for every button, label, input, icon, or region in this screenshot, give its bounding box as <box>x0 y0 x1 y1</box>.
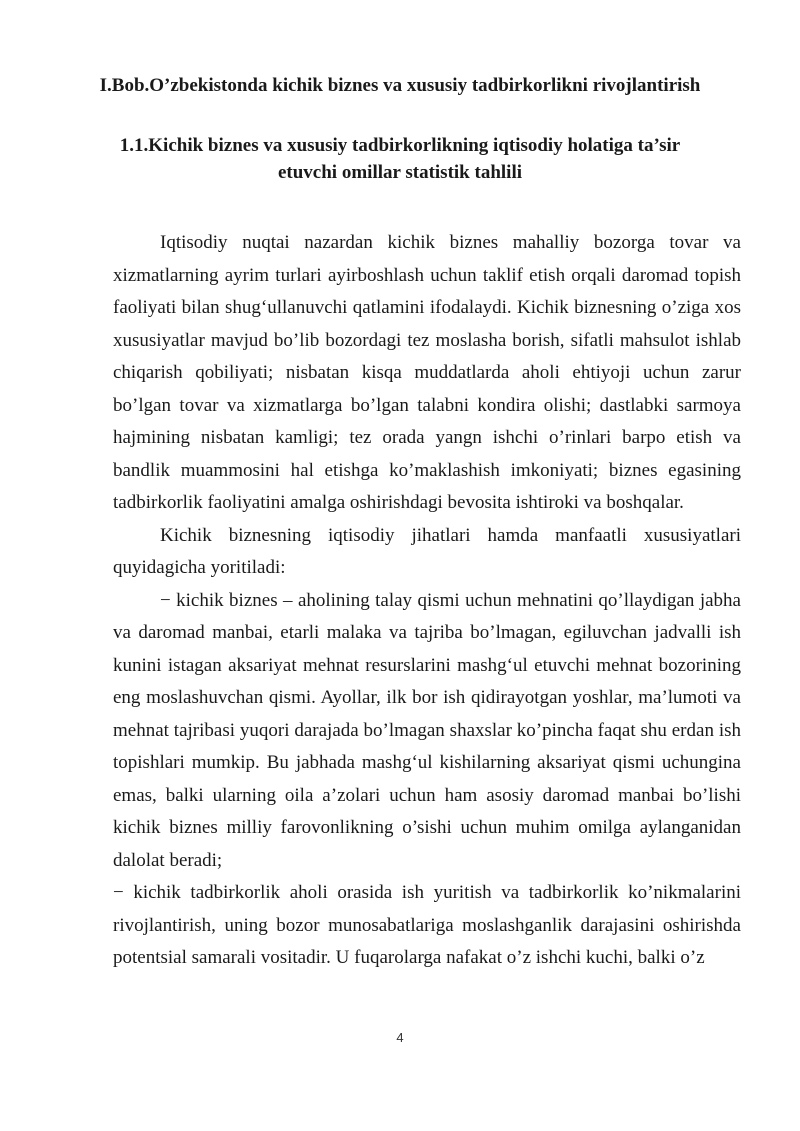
paragraph-bullet-labor-market: − kichik biznes – aholining talay qismi uchun mehnatini qo’llaydigan jabha va daromad manbai, etarli malaka va tajriba bo’lmagan, egiluvchan jadvalli ish kunini istagan aksariyat mehnat resurslarini mashg‘ul etuvchi mehnat bozorining eng moslashuvchan qismi. Ayollar, ilk bor ish qidirayotgan yoshlar, ma’lumoti va mehnat tajribasi yuqori darajada bo’lmagan shaxslar ko’pincha faqat shu erdan ish topishlari mumkip. Bu jabhada mashg‘ul kishilarning aksariyat qismi uchungina emas, balki ularning oila a’zolari uchun ham asosiy daromad manbai bo’lishi kichik biznes milliy farovonlikning o’sishi uchun muhim omilga aylanganidan dalolat beradi; <box>113 589 741 871</box>
body-text <box>113 227 741 975</box>
page-number: 4 <box>396 1030 404 1045</box>
paragraph-bullet-entrepreneurship: − kichik tadbirkorlik aholi orasida ish yuritish va tadbirkorlik ko’nikmalarini rivojlantirish, uning bozor munosabatlariga moslashganlik darajasini oshirishda potentsial samarali vositadir. U fuqarolarga nafakat o’z ishchi kuchi, balki o’z <box>113 882 741 968</box>
chapter-title: I.Bob.O’zbekistonda kichik biznes va xususiy tadbirkorlikni rivojlantirish <box>99 75 701 96</box>
paragraph-features-lead: Kichik biznesning iqtisodiy jihatlari hamda manfaatli xususiyatlari quyidagicha yoritiladi: <box>113 524 741 578</box>
paragraph-intro: Iqtisodiy nuqtai nazardan kichik biznes mahalliy bozorga tovar va xizmatlarning ayrim turlari ayirboshlash uchun taklif etish orqali daromad topish faoliyati bilan shug‘ullanuvchi qatlamini ifodalaydi. Kichik biznesning o’ziga xos xususiyatlar mavjud bo’lib bozordagi tez moslasha borish, sifatli mahsulot ishlab chiqarish qobiliyati; nisbatan kisqa muddatlarda aholi ehtiyoji uchun zarur bo’lgan tovar va xizmatlarga bo’lgan talabni kondira olishi; dastlabki sarmoya hajmining nisbatan kamligi; tez orada yangn ishchi o’rinlari barpo etish va bandlik muammosini hal etishga ko’maklashish imkoniyati; biznes egasining tadbirkorlik faoliyatini amalga oshirishdagi bevosita ishtiroki va boshqalar. <box>113 232 741 513</box>
section-title: 1.1.Kichik biznes va xususiy tadbirkorlikning iqtisodiy holatiga ta’sir etuvchi omillar statistik tahlili <box>119 135 681 183</box>
